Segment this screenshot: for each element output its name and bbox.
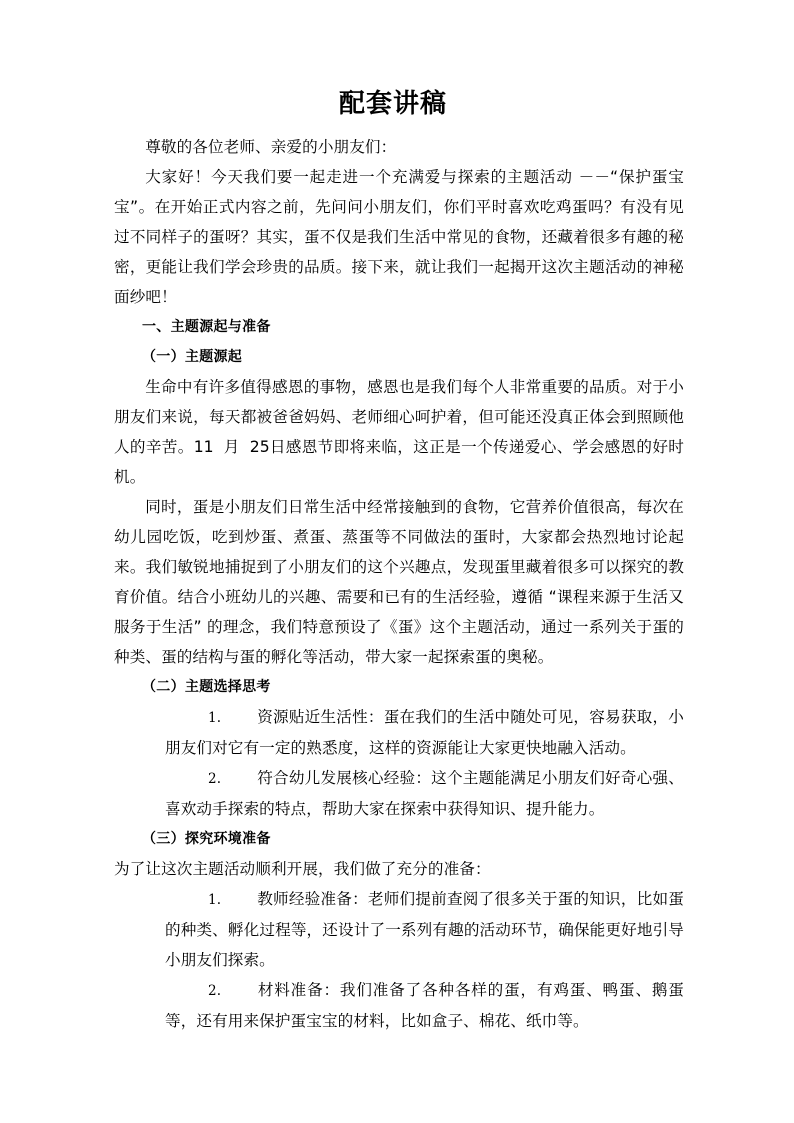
thanksgiving-date: 11 月 25 [193,438,270,456]
list-item [114,763,684,824]
opening-paragraph: 大家好！今天我们要一起走进一个充满爱与探索的主题活动 －－“保护蛋宝宝”。在开始正式内容之前，先问问小朋友们，你们平时喜欢吃鸡蛋吗？有没有见过不同样子的蛋呀？其实，蛋不仅是我们生活中常见的食物，还藏着很多有趣的秘密，更能让我们学会珍贵的品质。接下来，就让我们一起揭开这次主题活动的神秘面纱吧！ [114,168,684,306]
list-item-number: 2. [208,771,222,787]
subsection-1-1-paragraph-2: 同时，蛋是小朋友们日常生活中经常接触到的食物，它营养价值很高，每次在幼儿园吃饭，吃到炒蛋、煮蛋、蒸蛋等不同做法的蛋时，大家都会热烈地讨论起来。我们敏锐地捕捉到了小朋友们的这个兴趣点，发现蛋里藏着很多可以探究的教育价值。结合小班幼儿的兴趣、需要和已有的生活经验，遵循 “课程来源于生活又服务于生活” 的理念，我们特意预设了《蛋》这个主题活动，通过一系列关于蛋的种类、蛋的结构与蛋的孵化等活动，带大家一起探索蛋的奥秘。 [114,498,684,666]
list-item-text: 资源贴近生活性：蛋在我们的生活中随处可见，容易获取，小朋友们对它有一定的熟悉度，这样的资源能让大家更快地融入活动。 [165,708,684,757]
paragraph-text-part-b: 日感恩节即将来临，这正是一个传递爱心、学会感恩的好时机。 [114,438,684,486]
list-item-number: 1. [208,710,222,726]
subsection-heading-1-2: （二）主题选择思考 [142,679,271,695]
salutation-paragraph: 尊敬的各位老师、亲爱的小朋友们： [145,138,397,156]
page-title: 配套讲稿 [338,89,447,119]
section-heading-1: 一、主题源起与准备 [142,319,271,335]
subsection-heading-1-1: （一）主题源起 [142,349,243,365]
paragraph-text-part-a: 生命中有许多值得感恩的事物，感恩也是我们每个人非常重要的品质。对于小朋友们来说，每天都被爸爸妈妈、老师细心呵护着，但可能还没真正体会到照顾他人的辛苦。 [114,378,684,456]
subsection-1-1-paragraph-1 [114,372,684,492]
list-item-number: 1. [208,892,222,908]
list-item-number: 2. [208,983,222,999]
list-item [114,702,684,763]
subsection-heading-1-3: （三）探究环境准备 [142,831,271,847]
list-item-text: 符合幼儿发展核心经验：这个主题能满足小朋友们好奇心强、喜欢动手探索的特点，帮助大家在探索中获得知识、提升能力。 [165,769,684,818]
list-item [114,975,684,1036]
subsection-1-3-lead-paragraph: 为了让这次主题活动顺利开展，我们做了充分的准备： [114,860,491,878]
list-item-text: 教师经验准备：老师们提前查阅了很多关于蛋的知识，比如蛋的种类、孵化过程等，还设计了一系列有趣的活动环节，确保能更好地引导小朋友们探索。 [165,890,684,969]
list-item-text: 材料准备：我们准备了各种各样的蛋，有鸡蛋、鸭蛋、鹅蛋等，还有用来保护蛋宝宝的材料，比如盒子、棉花、纸巾等。 [165,981,684,1030]
list-item [114,884,684,975]
